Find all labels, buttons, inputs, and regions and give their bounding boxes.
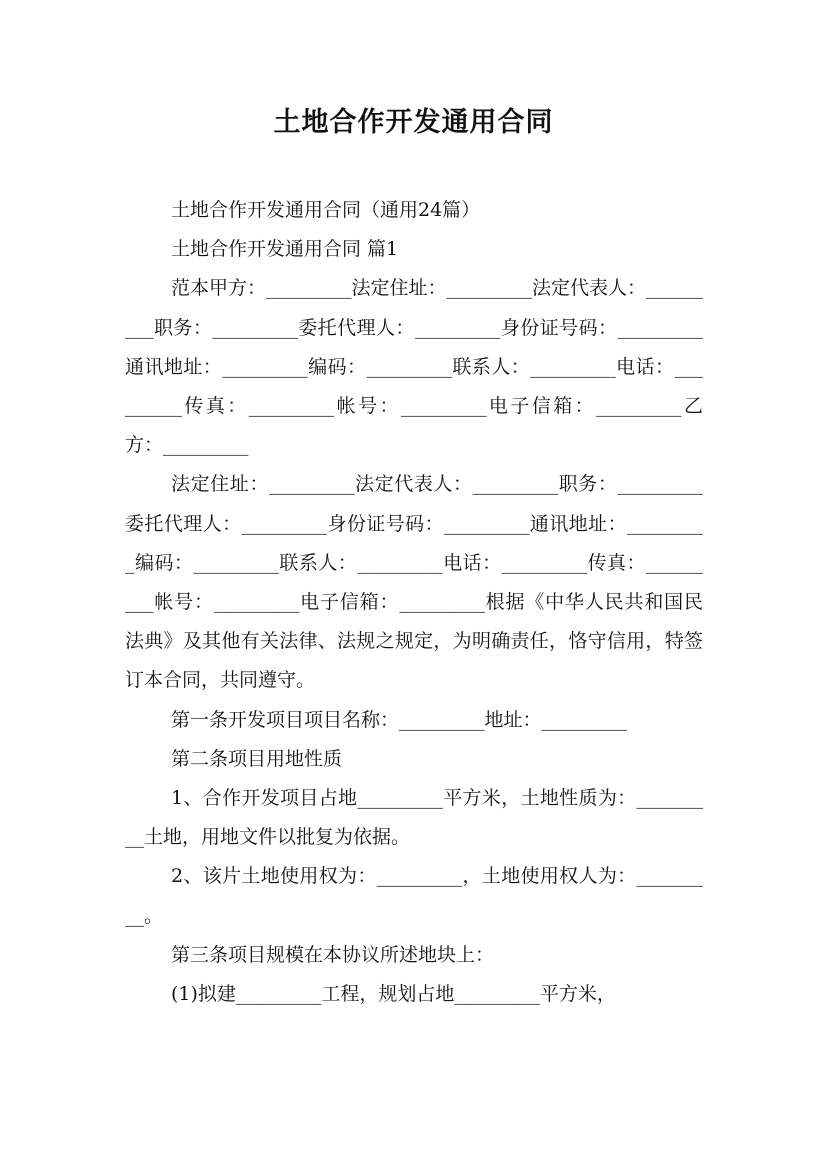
paragraph-party-b-info: 法定住址：_________法定代表人：_________职务：_________委托代理人：_________身份证号码：_________通讯地址：_________编码：_________联系人：_________电话：_________传真：_________帐号：_________电子信箱：_________根据《中华人民共和国民法典》及其他有关法律、法规之规定，为明确责任，恪守信用，特签订本合同，共同遵守。 [125, 473, 703, 692]
document-title: 土地合作开发通用合同 [273, 107, 554, 138]
paragraph-article-2-heading: 第二条项目用地性质 [171, 747, 343, 770]
paragraph-article-3-item-1: (1)拟建_________工程，规划占地_________平方米， [171, 983, 616, 1006]
paragraph-article-2-item-2: 2、该片土地使用权为：_________，土地使用权人为：_________。 [125, 865, 703, 927]
paragraph-article-2-item-1: 1、合作开发项目占地_________平方米，土地性质为：_________土地，用地文件以批复为依据。 [125, 787, 703, 849]
paragraph-heading-part-1: 土地合作开发通用合同 篇1 [171, 238, 399, 261]
paragraph-heading-collection: 土地合作开发通用合同（通用24篇） [171, 199, 481, 221]
document-body [125, 191, 703, 1014]
paragraph-party-a-info: 范本甲方：_________法定住址：_________法定代表人：_________职务：_________委托代理人：_________身份证号码：_________通讯地址：_________编码：_________联系人：_________电话：_________传真：_________帐号：_________电子信箱：_________乙方：_________ [125, 277, 704, 457]
paragraph-article-3-heading: 第三条项目规模在本协议所述地块上： [171, 943, 495, 966]
paragraph-article-1: 第一条开发项目项目名称：_________地址：_________ [171, 708, 628, 731]
